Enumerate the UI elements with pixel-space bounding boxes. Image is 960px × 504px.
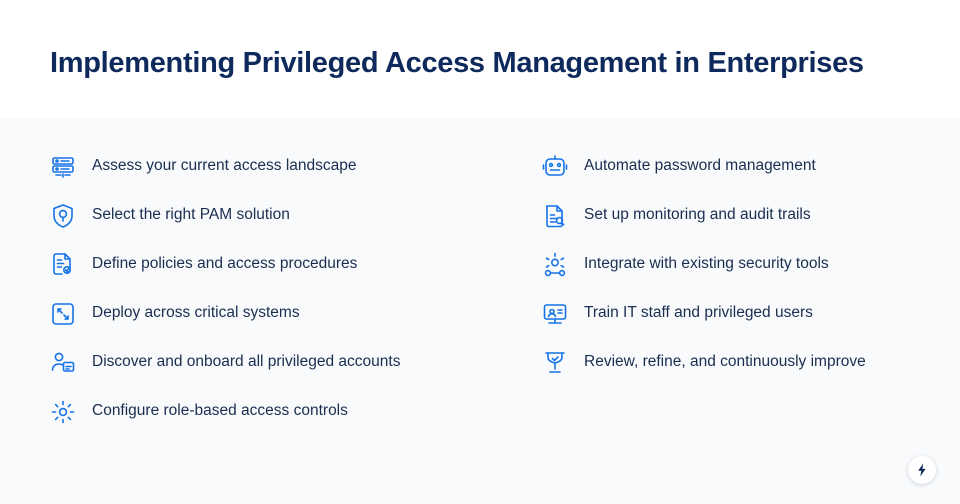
list-item[interactable]: [538, 338, 938, 387]
expand-deploy-icon: [46, 297, 80, 331]
list-item[interactable]: [538, 289, 938, 338]
page-title: Implementing Privileged Access Management in Enterprises: [50, 47, 864, 79]
checklist-column-right: [538, 142, 938, 387]
list-item[interactable]: [538, 142, 938, 191]
bolt-logo-icon: [908, 456, 936, 484]
list-item[interactable]: [46, 191, 516, 240]
list-item-label: Discover and onboard all privileged accounts: [92, 353, 401, 371]
list-item-label: Select the right PAM solution: [92, 206, 290, 224]
server-access-icon: [46, 150, 80, 184]
checklist-column-left: [46, 142, 516, 436]
list-item-label: Train IT staff and privileged users: [584, 304, 813, 322]
checklist-columns: [0, 118, 960, 504]
list-item-label: Deploy across critical systems: [92, 304, 300, 322]
integration-gear-icon: [538, 248, 572, 282]
list-item-label: Configure role-based access controls: [92, 402, 348, 420]
shield-check-icon: [46, 199, 80, 233]
list-item-label: Integrate with existing security tools: [584, 255, 829, 273]
list-item[interactable]: [46, 240, 516, 289]
gear-roles-icon: [46, 395, 80, 429]
list-item[interactable]: [538, 191, 938, 240]
list-item-label: Set up monitoring and audit trails: [584, 206, 811, 224]
list-item[interactable]: [46, 142, 516, 191]
slide-body: [0, 118, 960, 504]
list-item[interactable]: [46, 289, 516, 338]
audit-trail-icon: [538, 199, 572, 233]
password-robot-icon: [538, 150, 572, 184]
list-item-label: Automate password management: [584, 157, 816, 175]
user-discover-icon: [46, 346, 80, 380]
list-item[interactable]: [46, 387, 516, 436]
training-screen-icon: [538, 297, 572, 331]
review-improve-icon: [538, 346, 572, 380]
list-item[interactable]: [46, 338, 516, 387]
document-policy-icon: [46, 248, 80, 282]
list-item-label: Review, refine, and continuously improve: [584, 353, 866, 371]
list-item[interactable]: [538, 240, 938, 289]
list-item-label: Define policies and access procedures: [92, 255, 358, 273]
list-item-label: Assess your current access landscape: [92, 157, 357, 175]
slide-header: [0, 0, 960, 118]
